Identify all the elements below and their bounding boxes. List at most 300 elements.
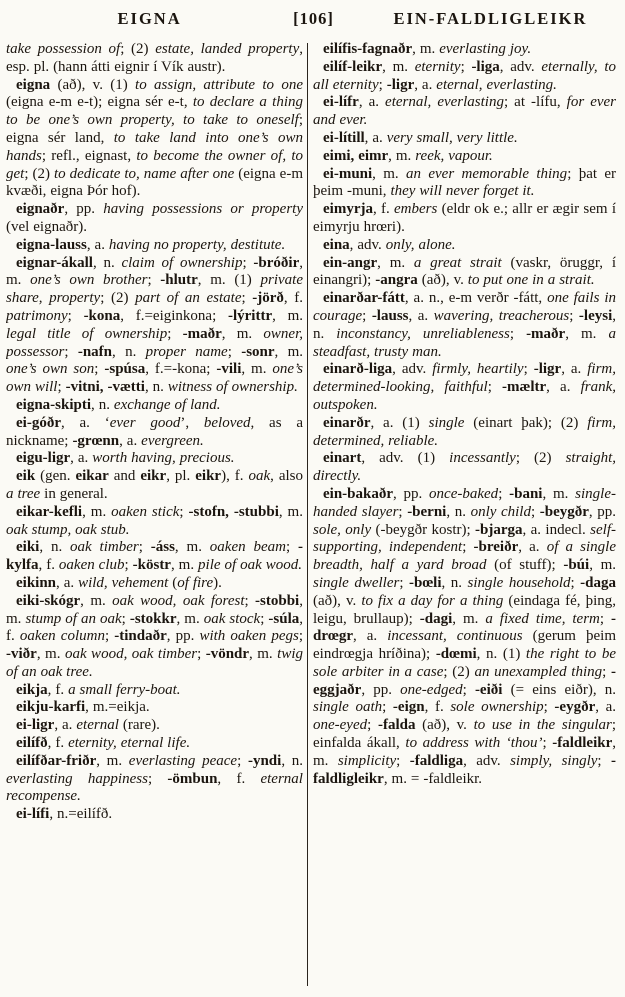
dictionary-entry (313, 255, 616, 291)
headword: -yndi (247, 752, 282, 769)
gloss-text: firm, determined-looking, faithful (313, 361, 616, 396)
entry-text: , a. (561, 361, 588, 378)
gloss-text: incessantly (449, 450, 516, 467)
entry-text: ). (213, 574, 222, 591)
entry-text: ; (599, 610, 611, 627)
dictionary-entry (6, 717, 303, 735)
gloss-text: oak (248, 468, 271, 485)
entry-text: ; (382, 699, 393, 716)
headword: ein-bakaðr (323, 485, 394, 502)
gloss-text: one-eyed (313, 717, 368, 734)
gloss-text: the right to be sole arbiter in a case (313, 646, 616, 680)
gloss-text: one’s own will (6, 361, 303, 396)
headword: -vitni, -vætti (65, 379, 145, 396)
gloss-text: oaken column (19, 628, 105, 645)
dictionary-entry (6, 255, 303, 397)
gloss-text: part of an estate (135, 290, 242, 307)
headword: eikar-kefli (16, 503, 83, 520)
headword: -ligr (533, 361, 562, 378)
gloss-text: inconstancy, unreliableness (336, 325, 510, 342)
headword: -kona (83, 307, 121, 324)
entry-text: , n. (313, 307, 616, 342)
entry-text: ; (543, 699, 555, 716)
entry-text: ; (179, 503, 189, 520)
headword: ei-ligr (16, 717, 55, 734)
gloss-text: claim of ownership (121, 254, 243, 271)
entry-text: ; (121, 610, 130, 627)
entry-text: , n. (446, 503, 471, 520)
entry-text: , pp. (64, 201, 104, 218)
gloss-text: oak timber (70, 539, 139, 556)
entry-text: , pl. (166, 468, 196, 485)
entry-text: , also (270, 468, 303, 485)
entry-text: , a. (54, 717, 77, 734)
entry-text: , f. (6, 610, 303, 645)
headword: -bjarga (475, 521, 523, 538)
gloss-text: oaken stick (111, 503, 180, 520)
gloss-text: beloved (203, 414, 251, 431)
headword: eikja (16, 681, 48, 698)
gloss-text: only child (470, 503, 531, 520)
headword: ei-lífi (16, 806, 50, 823)
gloss-text: once-baked (429, 485, 499, 502)
entry-text: ; (462, 539, 474, 556)
gloss-text: to fix a day for a thing (361, 592, 504, 609)
entry-text: (rare). (118, 717, 160, 734)
gloss-text: oak wood, oak timber (64, 646, 198, 663)
gloss-text: a fixed time, term (485, 610, 600, 627)
dictionary-entry (6, 575, 303, 593)
headword: eikinn (16, 574, 57, 591)
dictionary-entry (313, 290, 616, 361)
headword: eilíf-leikr (323, 58, 383, 75)
right-column (313, 41, 616, 994)
gloss-text: oak stump, oak stub. (6, 521, 130, 538)
left-column (6, 41, 303, 994)
entry-text: ; (285, 539, 298, 556)
headword: -liga (471, 58, 500, 75)
entry-text: , pp. (166, 628, 200, 645)
entry-text: ; (167, 325, 183, 342)
gloss-text: eternally, to all eternity (313, 58, 616, 93)
headword: eikr (140, 468, 167, 485)
dictionary-entry (313, 237, 616, 255)
entry-text: (að), v. (313, 592, 362, 609)
dictionary-entry (6, 699, 303, 717)
header-page-number: [106] (293, 9, 334, 28)
text-columns (6, 41, 621, 994)
headword: eigna (16, 76, 51, 93)
entry-text: , n.=eilífð. (49, 806, 113, 823)
entry-text: , adv. (463, 752, 511, 769)
entry-text: , m. (382, 58, 415, 75)
entry-text: , a. (408, 307, 434, 324)
gloss-text: to dedicate to, name after one (53, 165, 235, 182)
headword: -faldliga (409, 752, 464, 769)
headword: ei-muni (323, 165, 373, 182)
entry-text: (of stuff); (486, 557, 564, 574)
entry-text: ; (530, 503, 540, 520)
gloss-text: worth having, precious. (92, 450, 235, 467)
gloss-text: an ever memorable thing (406, 165, 568, 182)
headword: -stobbi (255, 592, 300, 609)
headword: -eiði (474, 681, 503, 698)
headword: -angra (375, 272, 418, 289)
entry-text: , m. (372, 165, 407, 182)
headword: -köstr (132, 557, 171, 574)
dictionary-entry (313, 59, 616, 95)
gloss-text: oak wood, oak forest (112, 592, 245, 609)
headword: -sonr (241, 343, 275, 360)
entry-text: , f. (217, 770, 261, 787)
gloss-text: reek, vapour. (415, 147, 493, 164)
dictionary-entry (6, 735, 303, 753)
entry-text: ; (509, 325, 527, 342)
entry-text: , a. (595, 699, 616, 716)
gloss-text: oaken club (58, 557, 125, 574)
entry-text: , m. (1) (197, 272, 261, 289)
gloss-text: to declare a thing to be one’s own property, to take to oneself (6, 94, 303, 129)
gloss-text: with oaken pegs (199, 628, 299, 645)
dictionary-entry (6, 201, 303, 237)
entry-text: (eindaga fé, þing, leigu, brullaup); (313, 592, 616, 627)
entry-text: ; (67, 307, 84, 324)
entry-text: , f.=eiginkona; (120, 307, 228, 324)
gloss-text: witness of ownership. (167, 379, 298, 396)
gloss-text: take possession of (6, 41, 121, 57)
entry-text: ; (242, 254, 254, 271)
headword: -maðr (526, 325, 566, 342)
entry-text: , m. (542, 485, 576, 502)
entry-text: (-beygðr kostr); (371, 521, 476, 538)
headword: eina (323, 236, 350, 253)
headword: -búi (563, 557, 590, 574)
gloss-text: eternal, everlasting (385, 94, 504, 111)
entry-text: , adv. (349, 236, 386, 253)
gloss-text: simplicity (337, 752, 397, 769)
entry-text: , a. indecl. (522, 521, 591, 538)
entry-text: (vel eignaðr). (6, 218, 87, 235)
headword: eikju-karfi (16, 699, 86, 716)
entry-text: ; (570, 574, 581, 591)
headword: eimyrja (323, 201, 373, 218)
gloss-text: eternal, everlasting. (436, 76, 557, 93)
gloss-text: very small, very little. (386, 129, 518, 146)
gloss-text: estate, landed property (155, 41, 300, 57)
headword: -tindaðr (114, 628, 167, 645)
headword: -bœli (409, 574, 442, 591)
headword: einarðar-fátt (323, 290, 405, 307)
entry-text: ; (147, 770, 168, 787)
entry-text: ; (57, 379, 66, 396)
entry-text: (vaskr, öruggr, í einangri); (313, 254, 616, 289)
entry-text: (að), v. (415, 717, 474, 734)
gloss-text: a small ferry-boat. (68, 681, 181, 698)
entry-text: ; (94, 361, 105, 378)
headword: eigu-ligr (16, 450, 71, 467)
entry-text: , a. (364, 129, 387, 146)
headword: -mæltr (502, 379, 547, 396)
entry-text: (að), v. (417, 272, 468, 289)
entry-text: ; (227, 343, 242, 360)
entry-text: ; (2) (24, 165, 54, 182)
headword: eikr (195, 468, 222, 485)
entry-text: ; (523, 361, 534, 378)
headword: -vili (216, 361, 242, 378)
headword: -hlutr (160, 272, 198, 289)
dictionary-entry (313, 94, 616, 130)
headword: einart (323, 450, 362, 467)
dictionary-entry (313, 201, 616, 237)
headword: -grœnn (72, 432, 120, 449)
entry-text: ; (147, 272, 161, 289)
dictionary-entry (6, 753, 303, 806)
gloss-text: wild, vehement (78, 574, 169, 591)
entry-text: ; (602, 663, 611, 680)
entry-text: , m. (589, 557, 616, 574)
gloss-text: single (428, 414, 465, 431)
entry-text: , f. (283, 290, 303, 307)
gloss-text: they will never forget it. (390, 183, 535, 200)
dictionary-entry (6, 682, 303, 700)
entry-text: , f.=-kona; (145, 361, 217, 378)
dictionary-entry (313, 166, 616, 202)
entry-text: , f. (372, 201, 395, 218)
dictionary-entry (313, 486, 616, 789)
headword: -nafn (77, 343, 113, 360)
dictionary-entry (313, 130, 616, 148)
gloss-text: stump of an oak (25, 610, 122, 627)
entry-text: , pp. (361, 681, 401, 698)
headword: eiki-skógr (16, 592, 81, 609)
entry-text: , m. (412, 41, 440, 57)
gloss-text: embers (394, 201, 438, 218)
headword: eikar (75, 468, 109, 485)
gloss-text: to address with ‘thou’ (405, 735, 543, 752)
gloss-text: eternity, eternal life. (68, 735, 191, 752)
gloss-text: one’s own brother (30, 272, 148, 289)
entry-text: ; (2) (515, 450, 566, 467)
headword: -jörð (252, 290, 284, 307)
entry-text: ’, (180, 414, 204, 431)
gloss-text: a steadfast, trusty man. (313, 325, 616, 360)
headword: -bróðir (253, 254, 300, 271)
headword: -súla (268, 610, 300, 627)
headword: eimi, eimr (323, 147, 389, 164)
entry-text: ; einfalda ákall, (313, 717, 616, 752)
entry-text: ( (168, 574, 178, 591)
headword: -spúsa (104, 361, 146, 378)
entry-text: , a. n., e-m verðr -fátt, (404, 290, 548, 307)
dictionary-entry (6, 468, 303, 504)
headword: -lauss (371, 307, 409, 324)
entry-text: in general. (40, 485, 108, 502)
gloss-text: everlasting joy. (439, 41, 532, 57)
entry-text: , m. (274, 343, 303, 360)
gloss-text: patrimony (6, 307, 68, 324)
gloss-text: a great strait (413, 254, 502, 271)
entry-text: ; (298, 628, 303, 645)
gloss-text: wavering, treacherous (433, 307, 570, 324)
headword: -bani (509, 485, 543, 502)
entry-text: , m. (377, 254, 414, 271)
entry-text: , a. (358, 94, 386, 111)
dictionary-entry (313, 415, 616, 451)
entry-text: , f. (424, 699, 451, 716)
entry-text: , n. (91, 396, 114, 413)
dictionary-entry (313, 361, 616, 414)
dictionary-entry (6, 415, 303, 451)
dictionary-entry (6, 593, 303, 682)
gloss-text: to use in the singular (473, 717, 612, 734)
entry-text: , n. (92, 254, 122, 271)
headword: -lýrittr (227, 307, 273, 324)
entry-text: , n. (1) (476, 646, 526, 663)
entry-text: , m. (565, 325, 609, 342)
entry-text: (eigna e-m e-t); eigna sér e-t, (6, 94, 193, 111)
entry-text: ; (487, 379, 502, 396)
gloss-text: one’s own son (6, 361, 95, 378)
entry-text: , a. (546, 379, 581, 396)
headword: -eygðr (554, 699, 596, 716)
headword: -faldleikr (552, 735, 613, 752)
entry-text: , adv. (1) (361, 450, 450, 467)
entry-text: , pp. (393, 485, 430, 502)
headword: -stofn, -stubbi (188, 503, 279, 520)
entry-text: , a. (70, 450, 93, 467)
entry-text: , m. (388, 147, 416, 164)
dictionary-entry (6, 450, 303, 468)
headword: -eign (392, 699, 425, 716)
headword: eilífðar-friðr (16, 752, 97, 769)
gloss-text: oak stock (203, 610, 261, 627)
entry-text: ; þat er þeim -muni, (313, 165, 616, 200)
entry-text: (eldr ok e.; allr er ægir sem í eimyrju hrœri). (313, 201, 616, 235)
entry-text: ; (542, 735, 553, 752)
entry-text: , m. (80, 592, 113, 609)
entry-text: , a. ‘ (60, 414, 110, 431)
entry-text: , f. (38, 557, 59, 574)
headword: einarðr (323, 414, 371, 431)
entry-text: ; (104, 628, 115, 645)
entry-text: , adv. (392, 361, 433, 378)
gloss-text: ever good (109, 414, 181, 431)
headword: -ligr (386, 76, 415, 93)
gloss-text: self-supporting, independent (313, 521, 616, 556)
entry-text: (gerum þeim eindrœgja hríðina); (313, 628, 616, 663)
entry-text: , a. (119, 432, 142, 449)
entry-text: , f. (47, 735, 69, 752)
entry-text: ; at -lífu, (503, 94, 567, 111)
entry-text: ), f. (221, 468, 249, 485)
headword: eilífis-fagnaðr (323, 41, 413, 57)
entry-text: , n. (441, 574, 468, 591)
entry-text: ; (378, 76, 387, 93)
entry-text: (eigna e-m kvæði, eigna Þór hof). (6, 165, 303, 200)
entry-text: , m. (96, 752, 129, 769)
gloss-text: for ever and ever. (313, 94, 616, 129)
entry-text: , m. (249, 646, 278, 663)
entry-text: , a. (1) (370, 414, 429, 431)
entry-text: ; eigna sér land, (6, 112, 303, 146)
dictionary-entry (313, 41, 616, 59)
entry-text: , m. (278, 503, 303, 520)
entry-text: ; (124, 557, 133, 574)
entry-text: ; (362, 307, 372, 324)
gloss-text: sole, only (313, 521, 372, 538)
entry-text: (gen. (35, 468, 76, 485)
headword: eik (16, 468, 36, 485)
dictionary-entry (6, 77, 303, 202)
entry-text: ; (462, 681, 475, 698)
entry-text: ; (498, 485, 510, 502)
entry-text: ; (260, 610, 269, 627)
entry-text: ; (244, 592, 256, 609)
entry-text: , m. (6, 592, 303, 627)
entry-text: ; (138, 539, 151, 556)
headword: -falda (377, 717, 416, 734)
dictionary-entry (6, 504, 303, 540)
headword: -beygðr (539, 503, 589, 520)
entry-text: ; (396, 752, 410, 769)
entry-text: , m. (36, 646, 65, 663)
gloss-text: everlasting peace (128, 752, 238, 769)
headword: -leysi (578, 307, 613, 324)
gloss-text: to put one in a strait. (467, 272, 595, 289)
entry-text: , m. (241, 361, 273, 378)
gloss-text: only, alone. (385, 236, 456, 253)
headword: eiki (16, 539, 40, 556)
headword: ein-angr (323, 254, 378, 271)
gloss-text: everlasting happiness (6, 770, 148, 787)
entry-text: , m. (174, 539, 210, 556)
gloss-text: firm, determined, reliable. (313, 414, 616, 449)
entry-text: , m. (6, 254, 303, 289)
entry-text: ; (2) (443, 663, 475, 680)
entry-text: ; (399, 574, 409, 591)
dictionary-entry (313, 450, 616, 486)
gloss-text: oaken beam (209, 539, 286, 556)
entry-text: ; refl., eignast, (41, 147, 137, 164)
header-guide-word-left: EIGNA (117, 9, 182, 28)
gloss-text: exchange of land. (113, 396, 221, 413)
entry-text: and (108, 468, 141, 485)
entry-text: ; (597, 752, 611, 769)
entry-text: , m.=eikja. (85, 699, 150, 716)
headword: eilífð (16, 735, 48, 752)
entry-text: , m. (272, 307, 303, 324)
headword: eigna-lauss (16, 236, 87, 253)
gloss-text: frank, outspoken. (313, 379, 616, 413)
entry-text: ; (367, 717, 378, 734)
entry-text: , f. (47, 681, 69, 698)
gloss-text: eternal recompense. (6, 770, 303, 805)
headword: einarð-liga (323, 361, 393, 378)
entry-text: , n. (144, 379, 168, 396)
entry-text: ; (2) (100, 290, 136, 307)
entry-text: , n. (112, 343, 146, 360)
gloss-text: straight, directly. (313, 450, 616, 485)
gloss-text: firmly, heartily (432, 361, 524, 378)
headword: -ömbun (167, 770, 218, 787)
headword: -daga (580, 574, 616, 591)
entry-text: , n. (39, 539, 71, 556)
gloss-text: eternity (414, 58, 461, 75)
headword: -kylfa (6, 539, 303, 574)
gloss-text: to assign, attribute to one (135, 76, 303, 93)
entry-text: ; (460, 58, 472, 75)
headword: eigna-skipti (16, 396, 92, 413)
